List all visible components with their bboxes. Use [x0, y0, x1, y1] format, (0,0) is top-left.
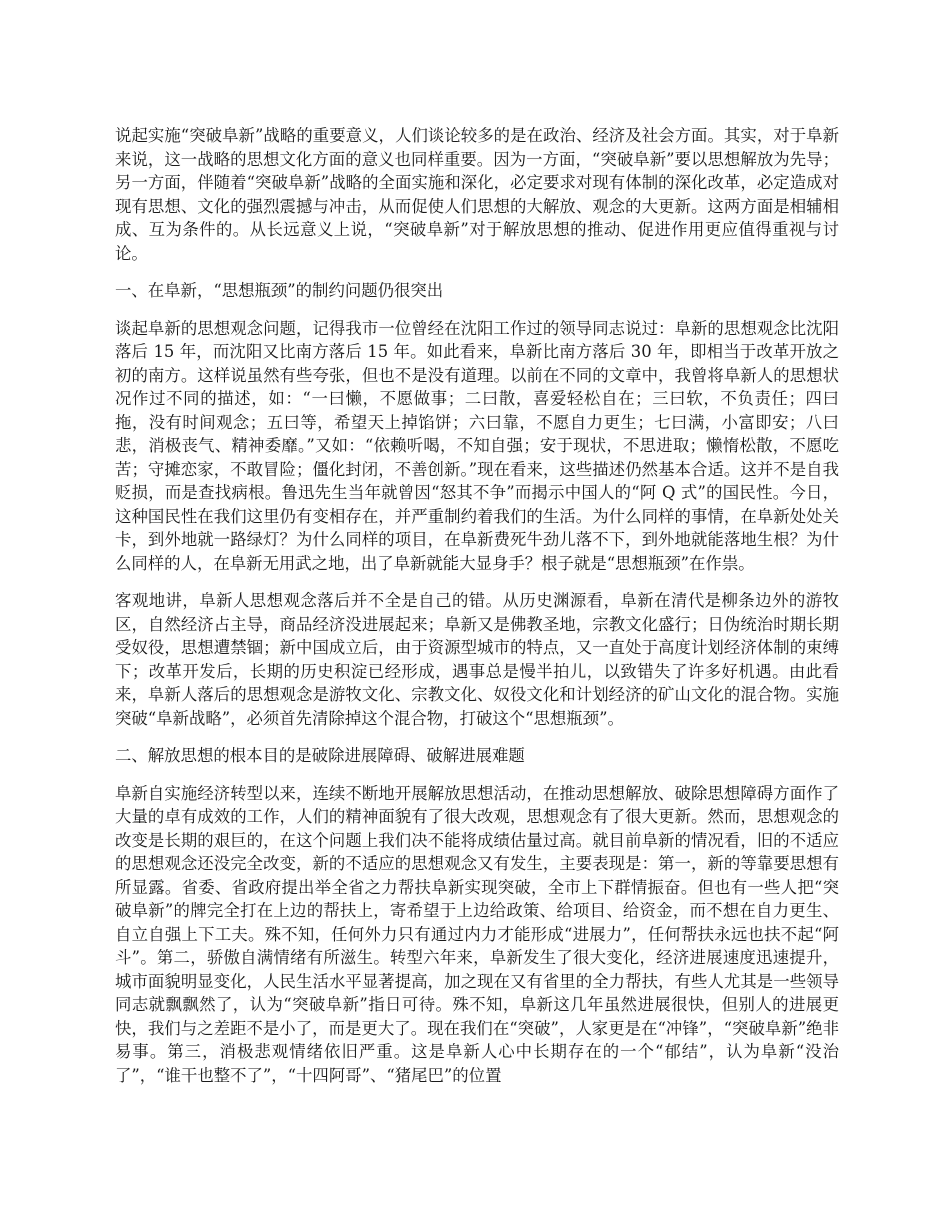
section-1-paragraph-1: 谈起阜新的思想观念问题，记得我市一位曾经在沈阳工作过的领导同志说过：阜新的思想观念比沈阳落后 15 年，而沈阳又比南方落后 15 年。如此看来，阜新比南方落后 30 年，即相当于改革开放之初的南方。这样说虽然有些夸张，但也不是没有道理。以前在不同的文章中，我曾将阜新人的思想状况作过不同的描述，如：“一曰懒，不愿做事；二曰散，喜爱轻松自在；三曰软，不负责任；四曰拖，没有时间观念；五曰等，希望天上掉馅饼；六曰靠，不愿自力更生；七曰满，小富即安；八曰悲，消极丧气、精神委靡。”又如：“依赖听喝，不知自强；安于现状，不思进取；懒惰松散，不愿吃苦；守摊恋家，不敢冒险；僵化封闭，不善创新。”现在看来，这些描述仍然基本合适。这并不是自我贬损，而是查找病根。鲁迅先生当年就曾因“怒其不争”而揭示中国人的“阿 Q 式”的国民性。今日，这种国民性在我们这里仍有变相存在，并严重制约着我们的生活。为什么同样的事情，在阜新处处关卡，到外地就一路绿灯？为什么同样的项目，在阜新费死牛劲儿落不下，到外地就能落地生根？为什么同样的人，在阜新无用武之地，出了阜新就能大显身手？根子就是“思想瓶颈”在作祟。: [115, 318, 839, 573]
section-heading-2: 二、解放思想的根本目的是破除进展障碍、破解进展难题: [115, 746, 525, 765]
intro-paragraph: 说起实施“突破阜新”战略的重要意义，人们谈论较多的是在政治、经济及社会方面。其实，对于阜新来说，这一战略的思想文化方面的意义也同样重要。因为一方面，“突破阜新”要以思想解放为先导；另一方面，伴随着“突破阜新”战略的全面实施和深化，必定要求对现有体制的深化改革，必定造成对现有思想、文化的强烈震撼与冲击，从而促使人们思想的大解放、观念的大更新。这两方面是相辅相成、互为条件的。从长远意义上说，“突破阜新”对于解放思想的推动、促进作用更应值得重视与讨论。: [115, 126, 839, 263]
section-2-paragraph-1: 阜新自实施经济转型以来，连续不断地开展解放思想活动，在推动思想解放、破除思想障碍方面作了大量的卓有成效的工作，人们的精神面貌有了很大改观，思想观念有了很大更新。然而，思想观念的改变是长期的艰巨的，在这个问题上我们决不能将成绩估量过高。就目前阜新的情况看，旧的不适应的思想观念还没完全改变，新的不适应的思想观念又有发生，主要表现是：第一，新的等靠要思想有所显露。省委、省政府提出举全省之力帮扶阜新实现突破，全市上下群情振奋。但也有一些人把“突破阜新”的牌完全打在上边的帮扶上，寄希望于上边给政策、给项目、给资金，而不想在自力更生、自立自强上下工夫。殊不知，任何外力只有通过内力才能形成“进展力”，任何帮扶永远也扶不起“阿斗”。第二，骄傲自满情绪有所滋生。转型六年来，阜新发生了很大变化，经济进展速度迅速提升，城市面貌明显变化，人民生活水平显著提高，加之现在又有省里的全力帮扶，有些人尤其是一些领导同志就飘飘然了，认为“突破阜新”指日可待。殊不知，阜新这几年虽然进展很快，但别人的进展更快，我们与之差距不是小了，而是更大了。现在我们在“突破”，人家更是在“冲锋”，“突破阜新”绝非易事。第三，消极悲观情绪依旧严重。这是阜新人心中长期存在的一个“郁结”，认为阜新“没治了”，“谁干也整不了”，“十四阿哥”、“猪尾巴”的位置: [115, 783, 839, 1085]
document-body: [115, 124, 839, 1101]
section-1-paragraph-2: 客观地讲，阜新人思想观念落后并不全是自己的错。从历史渊源看，阜新在清代是柳条边外的游牧区，自然经济占主导，商品经济没进展起来；阜新又是佛教圣地，宗教文化盛行；日伪统治时期长期受奴役，思想遭禁锢；新中国成立后，由于资源型城市的特点，又一直处于高度计划经济体制的束缚下；改革开发后，长期的历史积淀已经形成，遇事总是慢半拍儿，以致错失了许多好机遇。由此看来，阜新人落后的思想观念是游牧文化、宗教文化、奴役文化和计划经济的矿山文化的混合物。实施突破“阜新战略”，必须首先清除掉这个混合物，打破这个“思想瓶颈”。: [115, 591, 839, 728]
section-heading-1: 一、在阜新，“思想瓶颈”的制约问题仍很突出: [115, 281, 444, 300]
